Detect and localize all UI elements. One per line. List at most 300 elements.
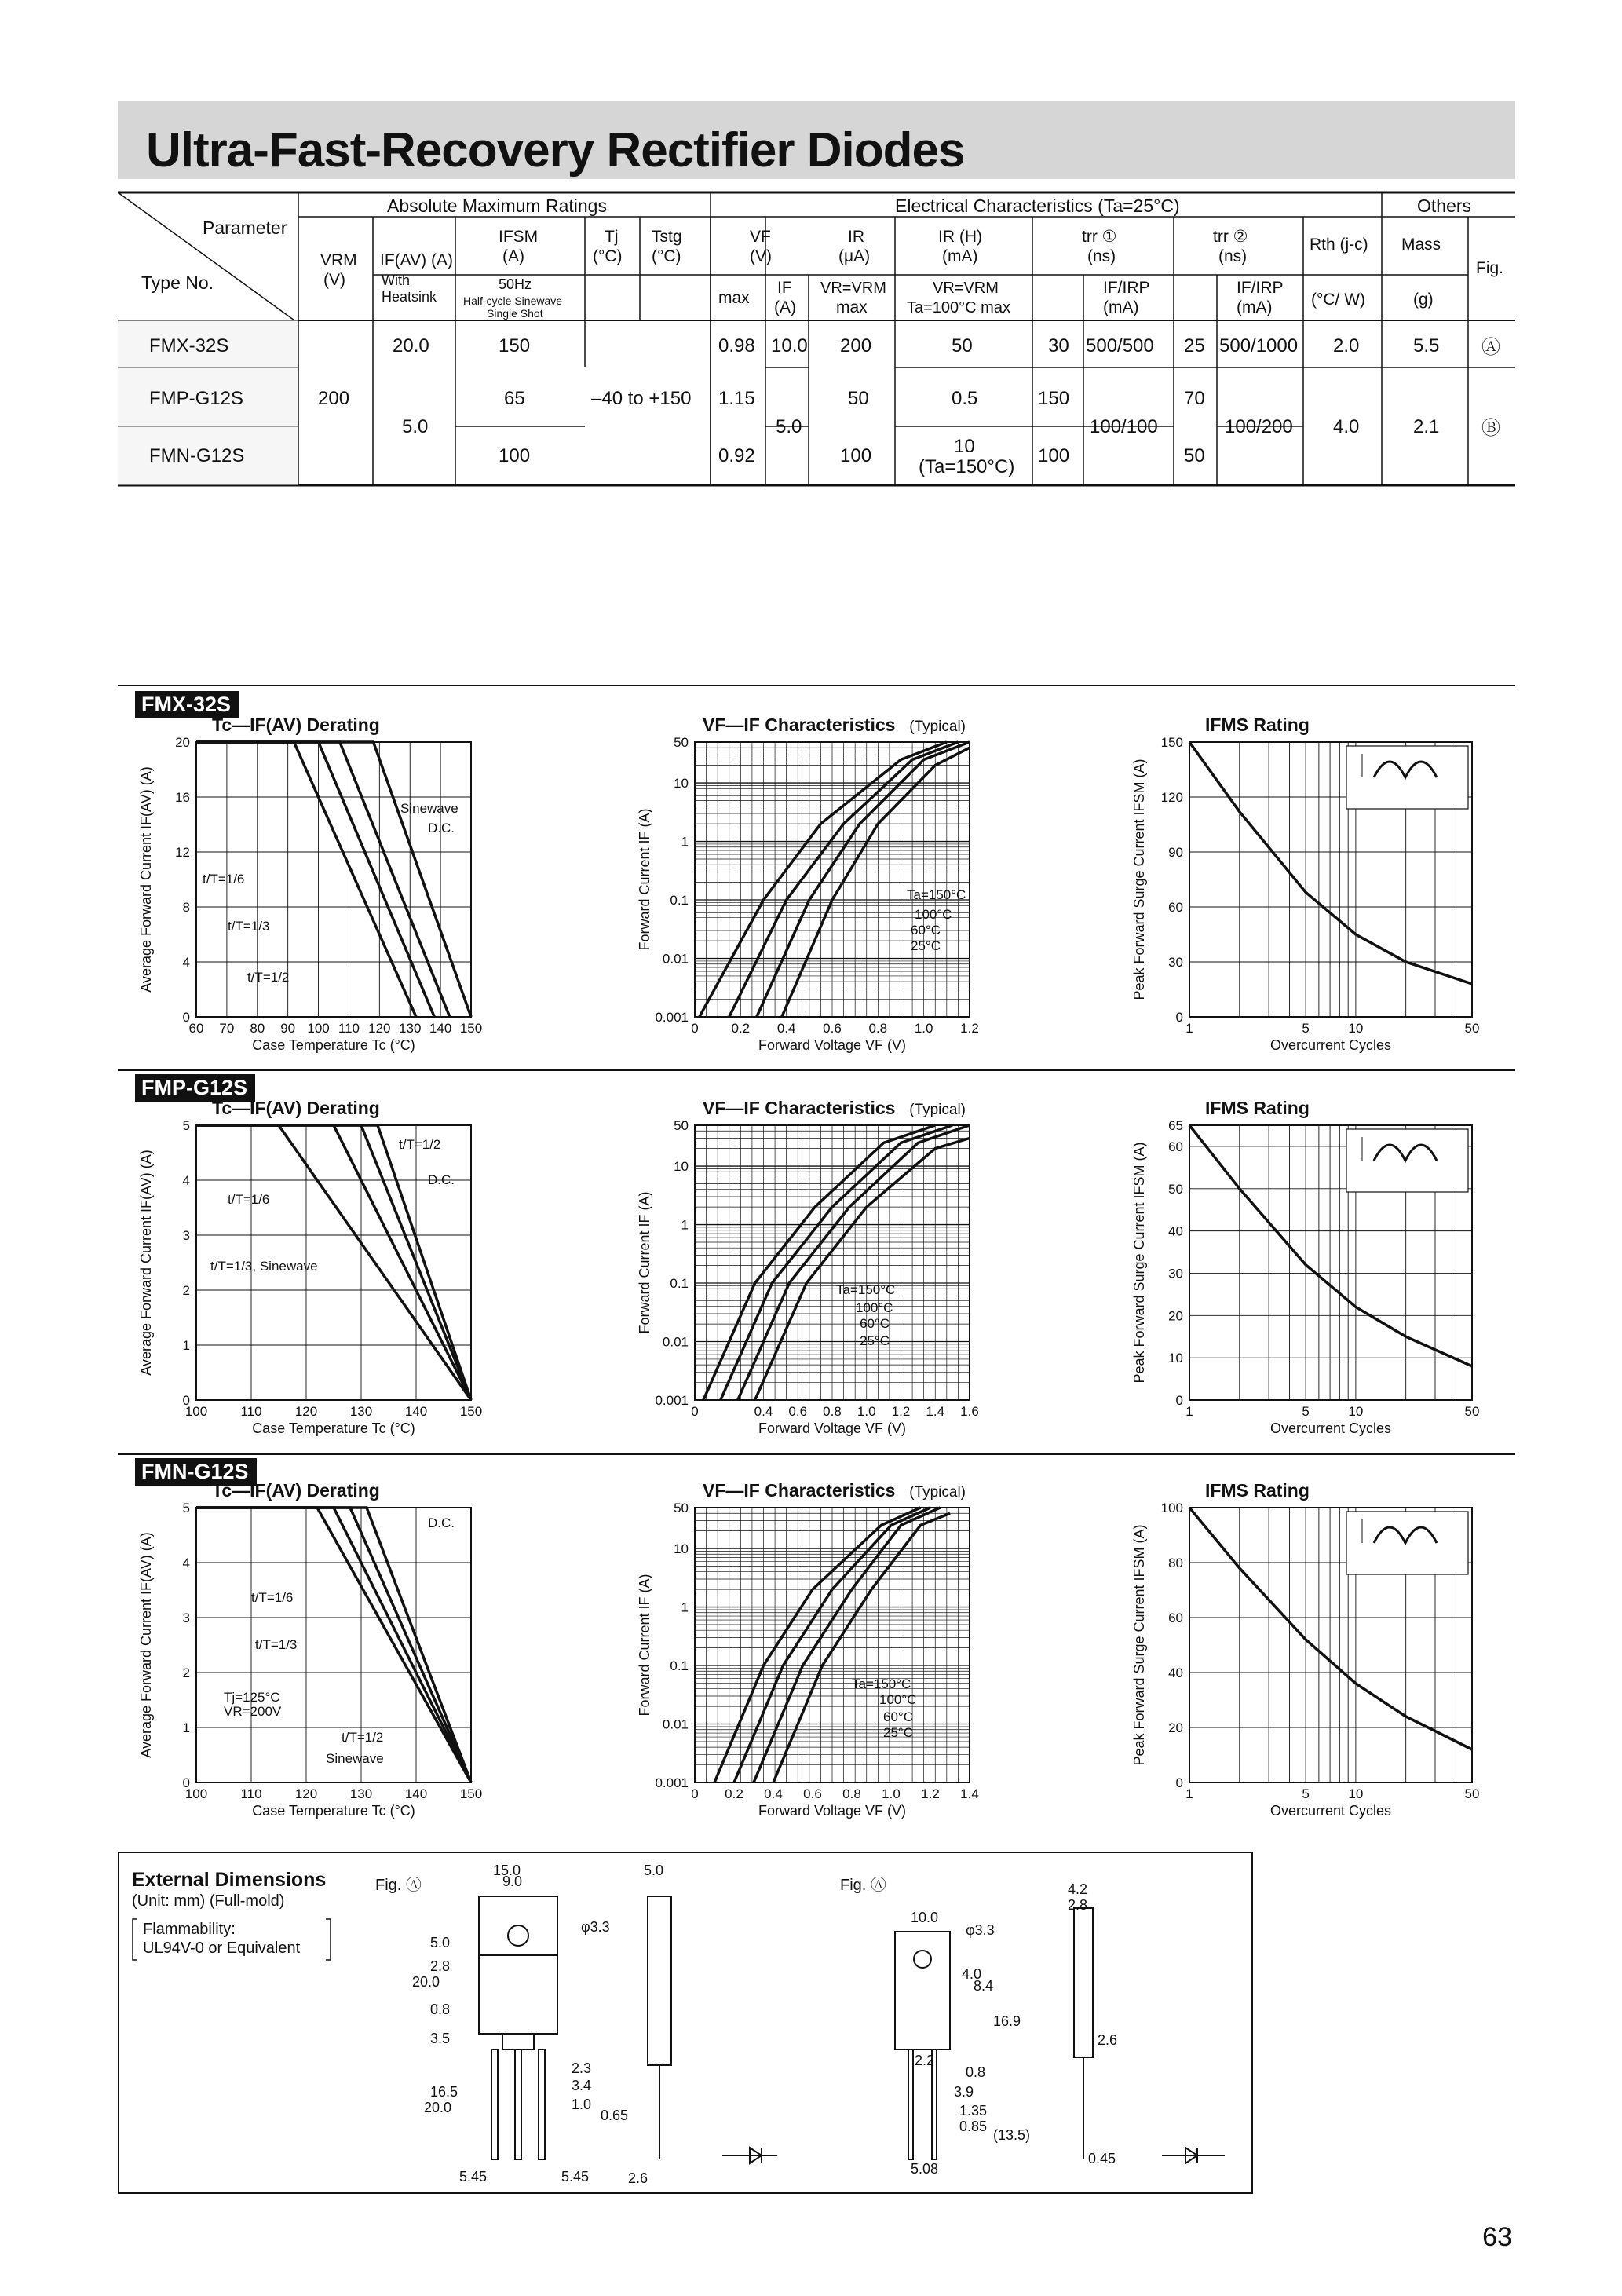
y-tick-label: 4: [182, 1173, 190, 1188]
package-a-lead: [539, 2049, 545, 2159]
x-axis-label: Overcurrent Cycles: [1269, 1803, 1392, 1819]
series-line: [196, 1508, 471, 1782]
cell-trr1-fmx: 30: [1048, 335, 1069, 356]
dimension-label-a: 3.4: [572, 2078, 592, 2093]
hdr-parameter: Parameter: [203, 218, 287, 238]
hdr-ir-cond: VR=VRM: [820, 280, 886, 297]
chart-annotation: t/T=1/3: [228, 919, 270, 934]
cell-rth-fmx: 2.0: [1333, 335, 1360, 356]
dimension-label-a: 2.6: [628, 2170, 648, 2186]
x-axis-label: Forward Voltage VF (V): [758, 1803, 907, 1819]
dimension-label-b: 10.0: [911, 1910, 939, 1925]
cell-ifav-pn: 5.0: [402, 416, 429, 437]
x-tick-label: 110: [240, 1404, 262, 1419]
x-tick-label: 5: [1302, 1404, 1310, 1419]
x-tick-label: 0.4: [754, 1404, 773, 1419]
cell-irh-fmx: 50: [952, 335, 973, 356]
hdr-irh-unit: (mA): [942, 247, 978, 265]
cell-irh-fmn-cond: (Ta=150°C): [919, 456, 1015, 477]
section-tag-fmp: FMP-G12S: [135, 1074, 255, 1102]
chart-fmp-g12s-4: [637, 1098, 979, 1436]
y-tick-label: 0.1: [670, 893, 689, 909]
y-axis-label: Peak Forward Surge Current IFSM (A): [1131, 759, 1147, 1000]
x-tick-label: 1.2: [921, 1786, 940, 1801]
y-tick-label: 1: [681, 834, 689, 850]
y-tick-label: 5: [182, 1118, 190, 1133]
y-tick-label: 50: [674, 735, 689, 750]
chart-title: Tc—IF(AV) Derating: [212, 1480, 380, 1501]
dimension-label-b: 0.85: [959, 2119, 988, 2134]
flammability-label: Flammability:: [143, 1921, 236, 1938]
chart-annotation: D.C.: [428, 1172, 455, 1187]
y-tick-label: 0.01: [662, 1717, 689, 1732]
hdr-irh-cond2: Ta=100°C max: [907, 299, 1010, 316]
dimension-label-b: 0.45: [1088, 2151, 1116, 2166]
chart-fmx-32s-0: [138, 715, 482, 1053]
chart-annotation: t/T=1/6: [203, 872, 245, 887]
hdr-trr2-cond-unit: (mA): [1237, 298, 1273, 316]
y-tick-label: 12: [175, 845, 190, 860]
y-tick-label: 3: [182, 1228, 190, 1243]
dimension-label-a: 0.65: [601, 2108, 629, 2123]
chart-annotation: 60°C: [883, 1709, 913, 1724]
x-tick-label: 70: [219, 1021, 235, 1036]
x-tick-label: 0.6: [803, 1786, 822, 1801]
chart-annotation: D.C.: [428, 1515, 455, 1530]
x-tick-label: 0.4: [764, 1786, 783, 1801]
x-tick-label: 10: [1348, 1404, 1364, 1419]
y-tick-label: 40: [1168, 1665, 1183, 1680]
fig-b-label: Fig. Ⓐ: [840, 1877, 886, 1894]
hdr-fig: Fig.: [1476, 259, 1504, 277]
chart-annotation: VR=200V: [224, 1704, 282, 1719]
chart-fmn-g12s-6: [138, 1480, 482, 1819]
cell-trr2c-pn: 100/200: [1225, 416, 1293, 437]
hdr-trr1-cond: IF/IRP: [1103, 279, 1150, 297]
x-tick-label: 50: [1464, 1021, 1480, 1036]
x-tick-label: 0: [691, 1786, 699, 1801]
y-tick-label: 50: [1168, 1181, 1183, 1197]
y-tick-label: 0: [182, 1010, 190, 1025]
cell-ifsm-fmn: 100: [499, 445, 531, 466]
package-a-lead: [491, 2049, 498, 2159]
x-tick-label: 140: [429, 1021, 452, 1036]
hdr-ifav-note1: With: [382, 272, 410, 288]
cell-trr1c-pn: 100/100: [1090, 416, 1158, 437]
cell-if-pn: 5.0: [776, 416, 802, 437]
y-tick-label: 2: [182, 1665, 190, 1680]
hdr-ifsm-note3: Single Shot: [487, 307, 543, 320]
chart-title: VF—IF Characteristics: [703, 715, 896, 735]
x-tick-label: 110: [338, 1021, 360, 1036]
cell-tj-tstg: –40 to +150: [591, 388, 692, 409]
y-tick-label: 4: [182, 1556, 190, 1570]
y-tick-label: 0.1: [670, 1658, 689, 1674]
drawing-group: [479, 1896, 1225, 2163]
cell-vf-fmx: 0.98: [718, 335, 755, 356]
chart-title: IFMS Rating: [1205, 715, 1310, 735]
y-tick-label: 150: [1160, 735, 1183, 750]
surge-inset-box: [1346, 1512, 1468, 1574]
dimension-label-a: 5.45: [561, 2169, 590, 2184]
x-tick-label: 1.4: [926, 1404, 945, 1419]
hdr-others: Others: [1417, 196, 1472, 216]
y-tick-label: 0.01: [662, 951, 689, 967]
dimension-label-a: 5.45: [459, 2169, 488, 2184]
y-tick-label: 60: [1168, 1139, 1183, 1154]
y-tick-label: 0.1: [670, 1276, 689, 1292]
y-tick-label: 30: [1168, 955, 1183, 970]
x-tick-label: 1.2: [960, 1021, 979, 1036]
x-tick-label: 0.8: [842, 1786, 861, 1801]
chart-annotation: Sinewave: [326, 1751, 384, 1766]
x-tick-label: 10: [1348, 1021, 1364, 1036]
y-tick-label: 3: [182, 1610, 190, 1625]
chart-subtitle: (Typical): [909, 1102, 966, 1118]
y-tick-label: 1: [182, 1720, 190, 1735]
y-axis-label: Forward Current IF (A): [637, 1574, 652, 1717]
y-tick-label: 20: [175, 735, 190, 750]
dimension-label-a: 3.5: [430, 2031, 451, 2046]
y-tick-label: 60: [1168, 900, 1183, 915]
hdr-tstg-unit: (°C): [652, 247, 681, 265]
x-tick-label: 50: [1464, 1404, 1480, 1419]
chart-annotation: 60°C: [860, 1316, 890, 1331]
x-tick-label: 0.2: [725, 1786, 743, 1801]
series-line: [196, 1508, 471, 1782]
y-tick-label: 8: [182, 900, 190, 915]
surge-inset-box: [1346, 1129, 1468, 1192]
chart-annotation: t/T=1/3, Sinewave: [210, 1259, 318, 1274]
y-tick-label: 0.001: [655, 1010, 689, 1025]
cell-vrm: 200: [318, 388, 350, 409]
dimension-label-b: 4.2: [1068, 1881, 1088, 1897]
x-tick-label: 0.8: [823, 1404, 842, 1419]
chart-annotation: Tj=125°C: [224, 1690, 280, 1705]
y-tick-label: 0: [182, 1775, 190, 1790]
dimension-label-a: 2.8: [430, 1958, 451, 1974]
package-a-body: [479, 1896, 557, 2034]
dimension-label-b: 4.0: [962, 1966, 982, 1982]
dimensions-unit: (Unit: mm) (Full-mold): [132, 1892, 285, 1910]
x-tick-label: 1.0: [914, 1021, 933, 1036]
hdr-if-unit: (A): [774, 298, 796, 316]
x-tick-label: 0.8: [868, 1021, 888, 1036]
y-tick-label: 2: [182, 1283, 190, 1298]
surge-inset-box: [1346, 746, 1468, 809]
y-tick-label: 10: [674, 1541, 689, 1557]
cell-ir-fmx: 200: [840, 335, 872, 356]
package-b-lead: [908, 2049, 913, 2159]
hdr-mass: Mass: [1401, 236, 1441, 254]
y-axis-label: Forward Current IF (A): [637, 1191, 652, 1334]
y-tick-label: 50: [674, 1118, 689, 1133]
dimension-label-a: 16.5: [430, 2084, 458, 2100]
x-axis-label: Forward Voltage VF (V): [758, 1037, 907, 1053]
y-tick-label: 5: [182, 1501, 190, 1515]
x-tick-label: 120: [368, 1021, 391, 1036]
chart-title: Tc—IF(AV) Derating: [212, 1098, 380, 1118]
y-tick-label: 60: [1168, 1610, 1183, 1625]
package-a-hole: [508, 1925, 528, 1946]
cell-trr2-fmn: 50: [1184, 445, 1205, 466]
chart-subtitle: (Typical): [909, 718, 966, 735]
hdr-trr1: trr ①: [1082, 228, 1117, 246]
x-tick-label: 110: [240, 1786, 262, 1801]
hdr-trr1-cond-unit: (mA): [1103, 298, 1139, 316]
hdr-vf-unit: (V): [750, 247, 772, 265]
x-tick-label: 60: [188, 1021, 204, 1036]
x-axis-label: Forward Voltage VF (V): [758, 1420, 907, 1436]
hdr-vf-max: max: [718, 289, 750, 307]
cell-ir-fmp: 50: [848, 388, 869, 409]
y-tick-label: 50: [674, 1501, 689, 1515]
chart-subtitle: (Typical): [909, 1484, 966, 1501]
row-type-fmx: FMX-32S: [149, 335, 229, 356]
cell-ifsm-fmp: 65: [504, 388, 525, 409]
x-tick-label: 1: [1185, 1404, 1193, 1419]
chart-annotation: t/T=1/2: [247, 970, 290, 985]
cell-if-fmx: 10.0: [771, 335, 808, 356]
y-tick-label: 20: [1168, 1308, 1183, 1324]
chart-title: VF—IF Characteristics: [703, 1098, 896, 1118]
cell-trr2-fmp: 70: [1184, 388, 1205, 409]
dimensions-title: External Dimensions: [132, 1869, 327, 1891]
x-tick-label: 0.4: [776, 1021, 796, 1036]
page-title: Ultra-Fast-Recovery Rectifier Diodes: [146, 123, 965, 177]
dimension-label-a: 2.3: [572, 2060, 592, 2076]
x-tick-label: 1.0: [857, 1404, 876, 1419]
cell-ifsm-fmx: 150: [499, 335, 531, 356]
dimension-label-b: (13.5): [993, 2127, 1031, 2143]
y-axis-label: Peak Forward Surge Current IFSM (A): [1131, 1524, 1147, 1766]
cell-trr2-fmx: 25: [1184, 335, 1205, 356]
y-tick-label: 1: [681, 1217, 689, 1233]
x-tick-label: 1: [1185, 1786, 1193, 1801]
dimension-label-b: 8.4: [974, 1978, 994, 1994]
chart-fmp-g12s-3: [138, 1098, 482, 1436]
dimension-label-b: 0.8: [966, 2064, 986, 2080]
chart-annotation: t/T=1/2: [342, 1730, 384, 1745]
y-tick-label: 40: [1168, 1223, 1183, 1239]
cell-fig-fmx: Ⓐ: [1481, 337, 1500, 358]
y-tick-label: 0: [1175, 1010, 1183, 1025]
x-tick-label: 1: [1185, 1021, 1193, 1036]
hdr-if: IF: [777, 279, 792, 297]
dimension-label-a: φ3.3: [581, 1919, 610, 1935]
y-tick-label: 120: [1160, 790, 1183, 805]
section-tag-fmn: FMN-G12S: [135, 1458, 257, 1486]
x-tick-label: 90: [280, 1021, 296, 1036]
cell-trr1c-fmx: 500/500: [1086, 335, 1154, 356]
cell-mass-fmx: 5.5: [1413, 335, 1440, 356]
x-tick-label: 130: [349, 1404, 373, 1419]
hdr-trr2-unit: (ns): [1218, 247, 1248, 265]
package-b-body: [895, 1932, 950, 2049]
x-tick-label: 100: [184, 1786, 208, 1801]
hdr-rth: Rth (j-c): [1310, 236, 1368, 254]
y-tick-label: 0: [182, 1393, 190, 1408]
hdr-irh-cond: VR=VRM: [933, 280, 999, 297]
x-tick-label: 5: [1302, 1021, 1310, 1036]
package-b-side: [1074, 1908, 1093, 2057]
chart-annotation: 25°C: [860, 1333, 890, 1348]
x-tick-label: 150: [459, 1404, 483, 1419]
chart-title: Tc—IF(AV) Derating: [212, 715, 380, 735]
dimension-label-a: 5.0: [430, 1935, 451, 1951]
dimension-label-a: 20.0: [424, 2100, 452, 2115]
cell-irh-fmn: 10: [954, 436, 975, 457]
y-tick-label: 0: [1175, 1393, 1183, 1408]
y-axis-label: Average Forward Current IF(AV) (A): [138, 766, 154, 993]
package-a-base: [502, 2034, 534, 2049]
y-tick-label: 100: [1160, 1501, 1183, 1515]
chart-fmp-g12s-5: [1131, 1098, 1479, 1436]
package-a-side: [648, 1896, 671, 2065]
chart-annotation: 25°C: [883, 1725, 913, 1740]
cell-fig-pn: Ⓑ: [1481, 418, 1500, 439]
x-tick-label: 80: [250, 1021, 265, 1036]
x-tick-label: 140: [404, 1404, 428, 1419]
y-tick-label: 0.001: [655, 1393, 689, 1408]
y-axis-label: Forward Current IF (A): [637, 808, 652, 951]
hdr-ifsm: IFSM: [499, 228, 539, 246]
cell-ir-fmn: 100: [840, 445, 872, 466]
diode-symbol-b: [1162, 2148, 1225, 2163]
dimension-label-a: 20.0: [412, 1974, 440, 1990]
x-tick-label: 140: [404, 1786, 428, 1801]
hdr-trr1-unit: (ns): [1087, 247, 1116, 265]
cell-trr1-fmp: 150: [1038, 388, 1070, 409]
hdr-trr2: trr ②: [1213, 228, 1248, 246]
hdr-ir-max: max: [836, 298, 868, 316]
y-tick-label: 90: [1168, 845, 1183, 860]
y-tick-label: 1: [681, 1600, 689, 1615]
dimension-label-b: 2.8: [1068, 1897, 1088, 1913]
y-tick-label: 0.01: [662, 1334, 689, 1350]
hdr-tstg: Tstg: [652, 228, 682, 246]
hdr-ir-unit: (μA): [838, 247, 871, 265]
package-a-lead: [515, 2049, 521, 2159]
y-tick-label: 80: [1168, 1556, 1183, 1570]
x-axis-label: Overcurrent Cycles: [1269, 1037, 1392, 1053]
x-tick-label: 130: [349, 1786, 373, 1801]
flammability-value: UL94V-0 or Equivalent: [143, 1940, 301, 1957]
hdr-tj-unit: (°C): [593, 247, 623, 265]
chart-fmn-g12s-7: [637, 1480, 979, 1819]
y-axis-label: Average Forward Current IF(AV) (A): [138, 1532, 154, 1758]
cell-irh-fmp: 0.5: [952, 388, 978, 409]
plot-frame: [196, 1508, 471, 1782]
chart-annotation: Ta=150°C: [836, 1282, 896, 1297]
row-type-fmp: FMP-G12S: [149, 388, 244, 409]
chart-fmn-g12s-8: [1131, 1480, 1479, 1819]
y-tick-label: 10: [674, 1159, 689, 1175]
y-tick-label: 4: [182, 955, 190, 970]
row-type-fmn: FMN-G12S: [149, 445, 245, 466]
x-tick-label: 120: [294, 1404, 318, 1419]
x-tick-label: 1.6: [960, 1404, 979, 1419]
dimension-label-b: 2.2: [915, 2053, 935, 2068]
chart-title: VF—IF Characteristics: [703, 1480, 896, 1501]
hdr-ifsm-note2: Half-cycle Sinewave: [463, 294, 563, 307]
y-tick-label: 1: [182, 1338, 190, 1353]
x-tick-label: 120: [294, 1786, 318, 1801]
y-tick-label: 65: [1168, 1118, 1183, 1133]
chart-annotation: t/T=1/6: [251, 1590, 294, 1605]
x-tick-label: 150: [459, 1786, 483, 1801]
y-tick-label: 20: [1168, 1720, 1183, 1735]
chart-fmx-32s-2: [1131, 715, 1479, 1053]
fig-a-label: Fig. Ⓐ: [375, 1877, 422, 1894]
x-tick-label: 100: [307, 1021, 330, 1036]
hdr-type-no: Type No.: [141, 272, 214, 293]
dimension-label-b: 2.6: [1098, 2032, 1118, 2048]
chart-annotation: Ta=150°C: [852, 1676, 911, 1691]
hdr-abs-max: Absolute Maximum Ratings: [387, 196, 607, 216]
chart-annotation: 25°C: [911, 938, 941, 953]
dimension-label-a: 9.0: [502, 1874, 523, 1889]
hdr-rth-unit: (°C/ W): [1311, 291, 1366, 309]
page-number: 63: [1482, 2222, 1512, 2252]
cell-ifav-fmx: 20.0: [393, 335, 429, 356]
chart-annotation: Sinewave: [400, 801, 458, 816]
dimension-label-a: 0.8: [430, 2002, 451, 2017]
chart-annotation: 100°C: [915, 907, 952, 922]
dimension-label-b: 1.35: [959, 2103, 988, 2119]
y-axis-label: Peak Forward Surge Current IFSM (A): [1131, 1142, 1147, 1384]
hdr-ifsm-note1: 50Hz: [499, 276, 532, 292]
series-line: [196, 1508, 471, 1782]
x-axis-label: Overcurrent Cycles: [1269, 1420, 1392, 1436]
dimension-label-a: 5.0: [644, 1863, 664, 1878]
y-tick-label: 10: [1168, 1351, 1183, 1366]
package-drawings: [0, 1837, 1622, 2206]
x-tick-label: 5: [1302, 1786, 1310, 1801]
dimension-label-a: 1.0: [572, 2097, 592, 2112]
hdr-vf: VF: [750, 228, 771, 246]
cell-vf-fmn: 0.92: [718, 445, 755, 466]
hdr-mass-unit: (g): [1413, 291, 1434, 309]
x-tick-label: 1.2: [891, 1404, 911, 1419]
chart-title: IFMS Rating: [1205, 1098, 1310, 1118]
x-tick-label: 0.6: [788, 1404, 808, 1419]
hdr-ifav-note2: Heatsink: [382, 289, 437, 305]
cell-trr2c-fmx: 500/1000: [1219, 335, 1299, 356]
x-axis-label: Case Temperature Tc (°C): [252, 1803, 415, 1819]
hdr-trr2-cond: IF/IRP: [1237, 279, 1284, 297]
y-axis-label: Average Forward Current IF(AV) (A): [138, 1150, 154, 1376]
dimension-label-b: 5.08: [911, 2161, 939, 2177]
cell-trr1-fmn: 100: [1038, 445, 1070, 466]
y-tick-label: 16: [175, 790, 190, 805]
cell-mass-pn: 2.1: [1413, 416, 1440, 437]
hdr-elec-char: Electrical Characteristics (Ta=25°C): [895, 196, 1180, 216]
y-tick-label: 0.001: [655, 1775, 689, 1790]
package-b-hole: [914, 1951, 931, 1968]
y-tick-label: 10: [674, 776, 689, 792]
hdr-tj: Tj: [605, 228, 619, 246]
chart-fmx-32s-1: [637, 715, 979, 1053]
chart-annotation: 100°C: [856, 1300, 893, 1315]
chart-annotation: t/T=1/6: [228, 1192, 270, 1207]
x-tick-label: 1.0: [882, 1786, 901, 1801]
hdr-vrm-unit: (V): [323, 271, 345, 289]
diode-symbol-a: [722, 2148, 777, 2163]
x-axis-label: Case Temperature Tc (°C): [252, 1037, 415, 1053]
dimension-label-b: 3.9: [954, 2084, 974, 2100]
y-tick-label: 30: [1168, 1266, 1183, 1281]
